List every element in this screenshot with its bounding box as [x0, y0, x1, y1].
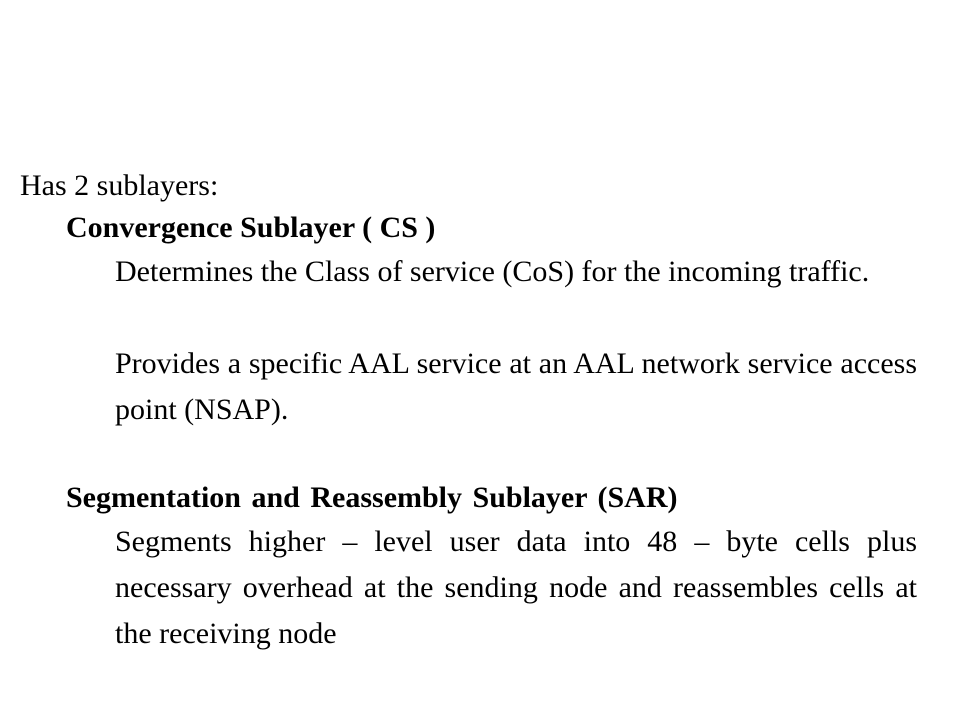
sar-point-1: Segments higher – level user data into 48 – byte cells plus necessary overhead at the sending node and reassembles cells at the receiving node — [115, 525, 917, 650]
intro-text: Has 2 sublayers: — [20, 169, 219, 202]
sar-heading: Segmentation and Reassembly Sublayer (SAR) — [66, 481, 678, 514]
cs-heading: Convergence Sublayer ( CS ) — [66, 211, 436, 244]
cs-point-2: Provides a specific AAL service at an AAL network service access point (NSAP). — [115, 347, 917, 426]
cs-point-1: Determines the Class of service (CoS) for the incoming traffic. — [115, 255, 870, 288]
